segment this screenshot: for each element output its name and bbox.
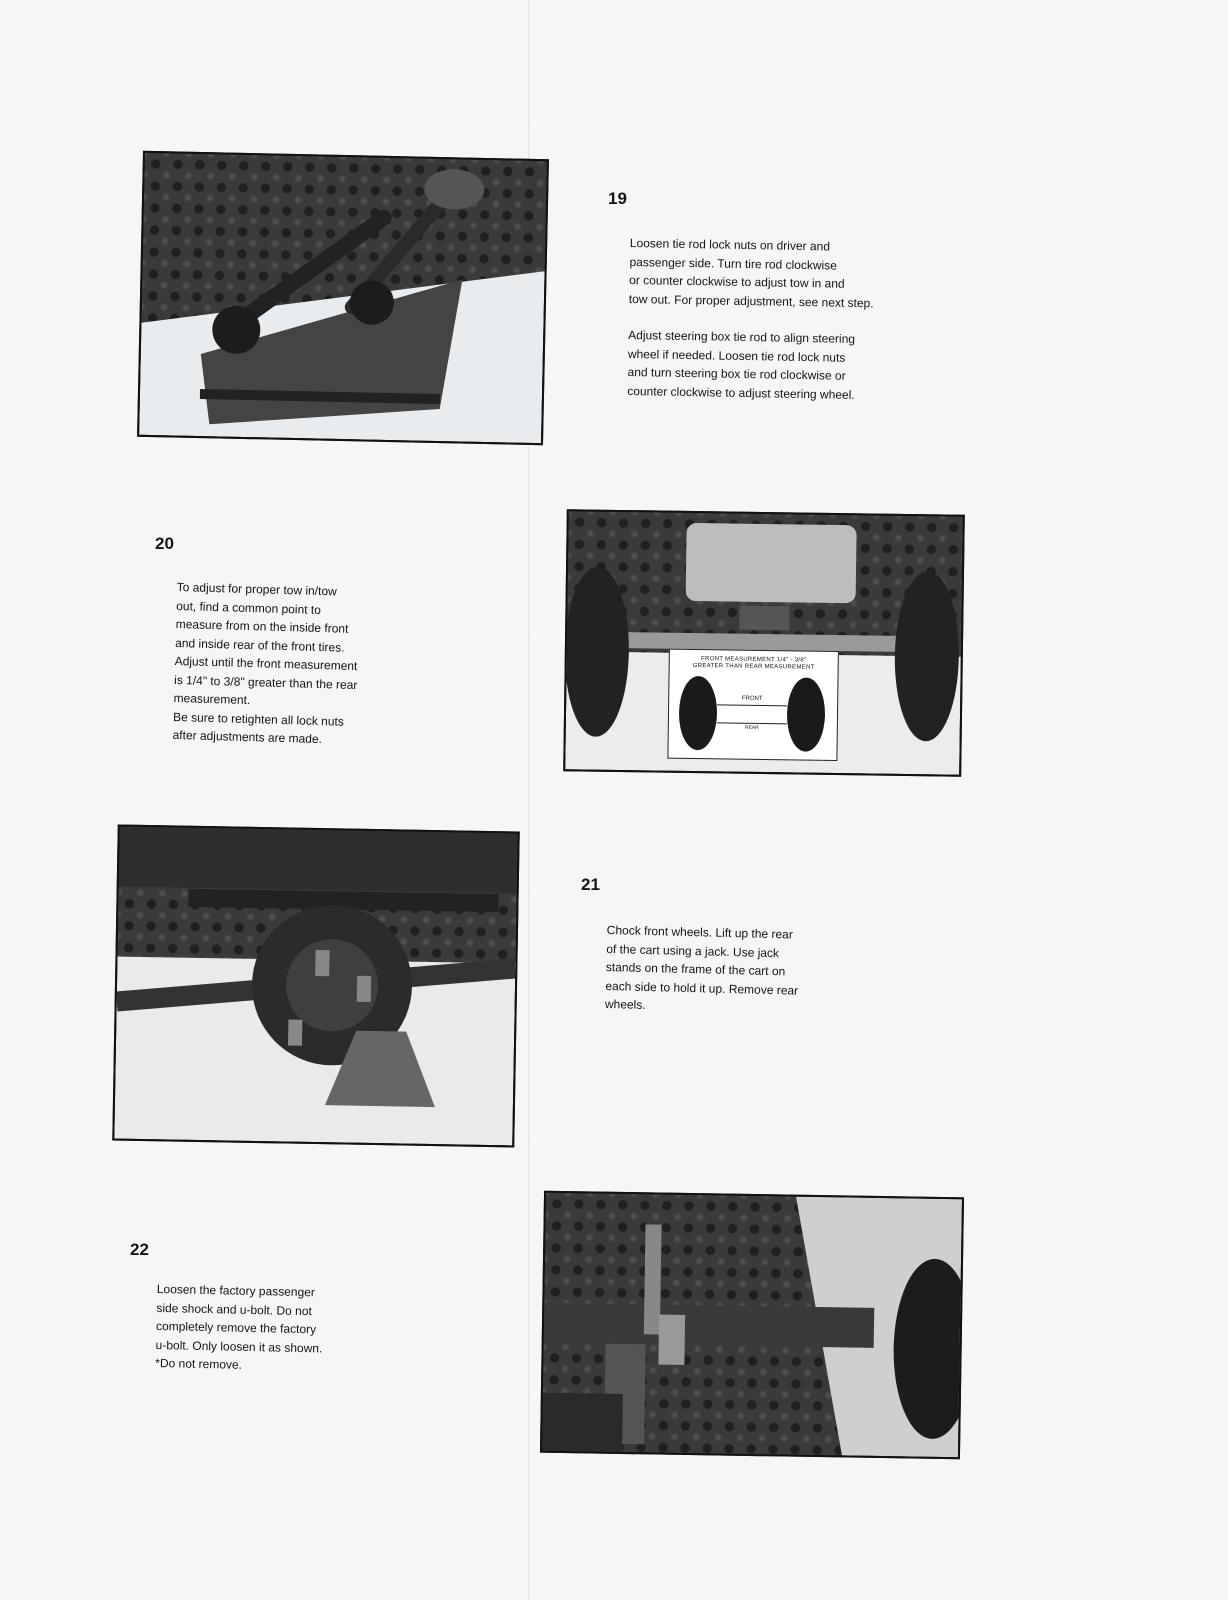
step-19-paragraph-1: Loosen tie rod lock nuts on driver and passenger side. Turn tire rod clockwise or counter clockwise to adjust tow in and tow out. For proper adjustment, see next step. bbox=[628, 235, 874, 310]
step-22-number: 22 bbox=[130, 1240, 149, 1259]
step-22-paragraph-1: Loosen the factory passenger side shock and u-bolt. Do not completely remove the factory u-bolt. Only loosen it as shown. *Do not remove. bbox=[155, 1281, 323, 1372]
tow-diagram-heading-line-1: FRONT MEASUREMENT 1/4" - 3/8" bbox=[701, 656, 807, 664]
tie-rod-illustration bbox=[139, 153, 547, 443]
front-measure-line bbox=[717, 704, 787, 706]
step-22-text bbox=[155, 1280, 324, 1376]
step-20-paragraph-1: To adjust for proper tow in/tow out, find a common point to measure from on the inside front and inside rear of the front tires. Adjust until the front measurement is 1/4" to 3/8" greater than the rear measurement. Be sure to retighten all lock nuts after adjustments are made. bbox=[172, 579, 358, 747]
tow-diagram-heading-line-2: GREATER THAN REAR MEASUREMENT bbox=[692, 663, 815, 671]
step-21-paragraph-1: Chock front wheels. Lift up the rear of the cart using a jack. Use jack stands on the frame of the cart on each side to hold it up. Remove rear wheels. bbox=[604, 922, 799, 1012]
rear-hub-illustration bbox=[114, 827, 517, 1146]
step-19-number: 19 bbox=[608, 189, 627, 208]
step-19-text bbox=[627, 234, 875, 404]
step-21-photo bbox=[112, 825, 519, 1148]
left-tire-shape bbox=[679, 676, 718, 751]
step-20-text bbox=[172, 578, 360, 750]
shock-ubolt-illustration bbox=[542, 1193, 962, 1458]
step-22-photo bbox=[540, 1191, 964, 1460]
rear-label: REAR bbox=[744, 724, 759, 731]
step-19-paragraph-2: Adjust steering box tie rod to align steering wheel if needed. Loosen tie rod lock nuts and turn steering box tie rod clockwise or counter clockwise to adjust steering wheel. bbox=[627, 327, 856, 402]
step-21-text bbox=[605, 921, 800, 1018]
right-tire-shape bbox=[786, 677, 825, 752]
front-label: FRONT bbox=[741, 695, 763, 702]
tow-diagram-inset bbox=[667, 649, 839, 761]
step-21-number: 21 bbox=[581, 875, 600, 894]
step-19-photo bbox=[137, 151, 549, 445]
step-20-photo bbox=[563, 509, 965, 777]
step-20-number: 20 bbox=[155, 534, 174, 553]
